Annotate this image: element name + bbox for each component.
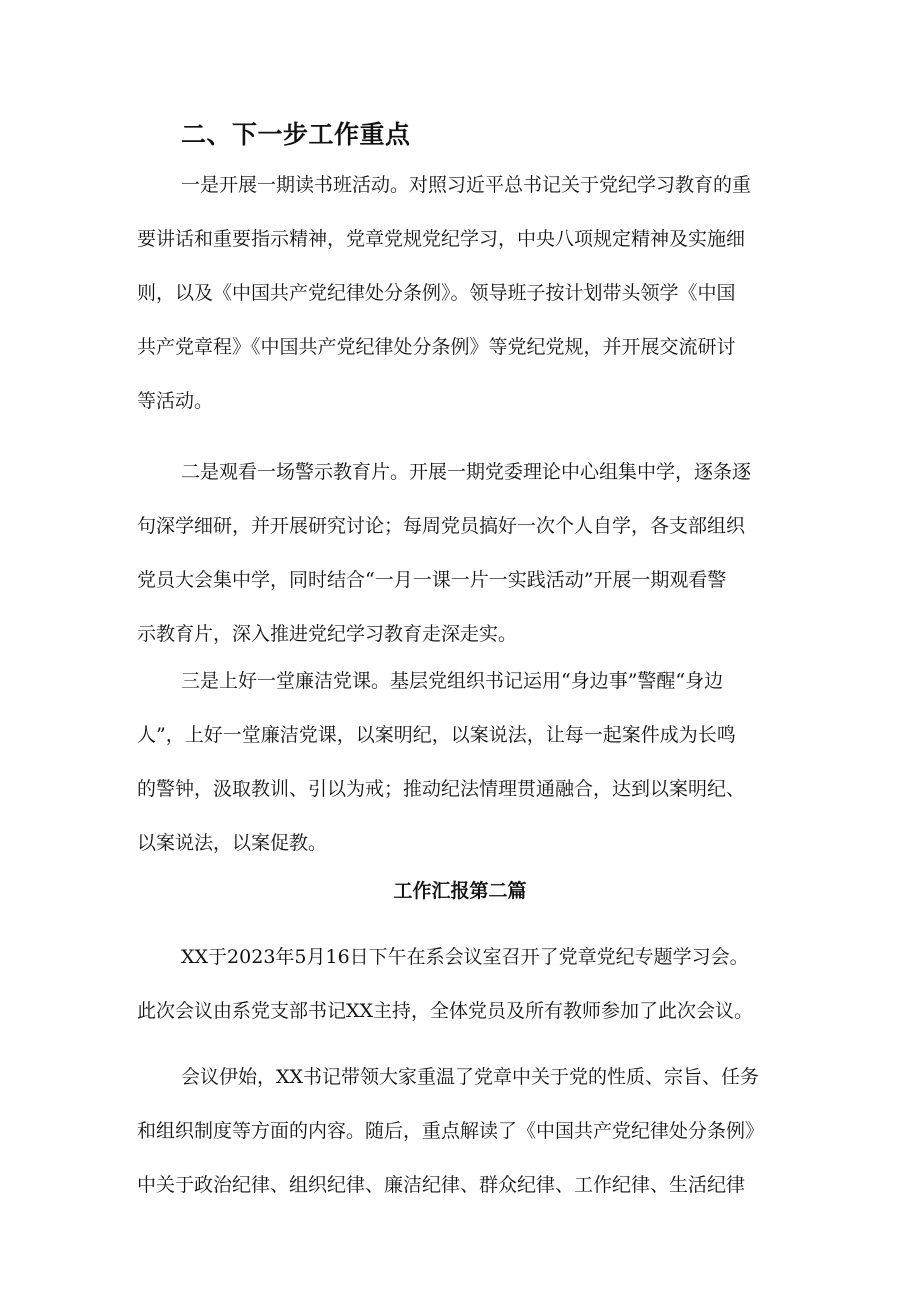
paragraph-integrity-lesson	[137, 654, 787, 870]
paragraph-line: 和组织制度等方面的内容。随后，重点解读了《中国共产党纪律处分条例》	[137, 1120, 765, 1142]
paragraph-line: XX于2023年5月16日下午在系会议室召开了党章党纪专题学习会。	[181, 946, 749, 968]
paragraph-line: 党员大会集中学，同时结合“一月一课一片一实践活动”开展一期观看警	[137, 569, 727, 591]
paragraph-line: 共产党章程》《中国共产党纪律处分条例》等党纪党规，并开展交流研讨	[137, 336, 736, 358]
paragraph-line: 以案说法，以案促教。	[137, 832, 328, 854]
paragraph-line: 此次会议由系党支部书记XX主持，全体党员及所有教师参加了此次会议。	[137, 1000, 754, 1022]
paragraph-line: 中关于政治纪律、组织纪律、廉洁纪律、群众纪律、工作纪律、生活纪律	[137, 1174, 746, 1196]
paragraph-line: 的警钟，汲取教训、引以为戒；推动纪法情理贯通融合，达到以案明纪、	[137, 778, 746, 800]
paragraph-line: 示教育片，深入推进党纪学习教育走深走实。	[137, 623, 518, 645]
section-title: 工作汇报第二篇	[393, 880, 527, 902]
paragraph-line: 会议伊始，XX书记带领大家重温了党章中关于党的性质、宗旨、任务	[181, 1066, 760, 1088]
paragraph-line: 要讲话和重要指示精神，党章党规党纪学习，中央八项规定精神及实施细	[137, 228, 746, 250]
paragraph-line: 二是观看一场警示教育片。开展一期党委理论中心组集中学，逐条逐	[181, 461, 752, 483]
paragraph-line: 等活动。	[137, 390, 214, 412]
paragraph-line: 人”，上好一堂廉洁党课，以案明纪，以案说法，让每一起案件成为长鸣	[137, 724, 736, 746]
paragraph-warning-film	[137, 445, 787, 661]
section-heading: 二、下一步工作重点	[181, 120, 411, 149]
paragraph-line: 句深学细研，并开展研究讨论；每周党员搞好一次个人自学，各支部组织	[137, 515, 746, 537]
paragraph-reading-class	[137, 158, 787, 428]
paragraph-line: 则，以及《中国共产党纪律处分条例》。领导班子按计划带头领学《中国	[137, 282, 736, 304]
paragraph-line: 一是开展一期读书班活动。对照习近平总书记关于党纪学习教育的重	[181, 174, 752, 196]
paragraph-meeting-intro	[137, 930, 787, 1038]
paragraph-meeting-content	[137, 1050, 787, 1212]
paragraph-line: 三是上好一堂廉洁党课。基层党组织书记运用“身边事”警醒“身边	[181, 670, 724, 692]
